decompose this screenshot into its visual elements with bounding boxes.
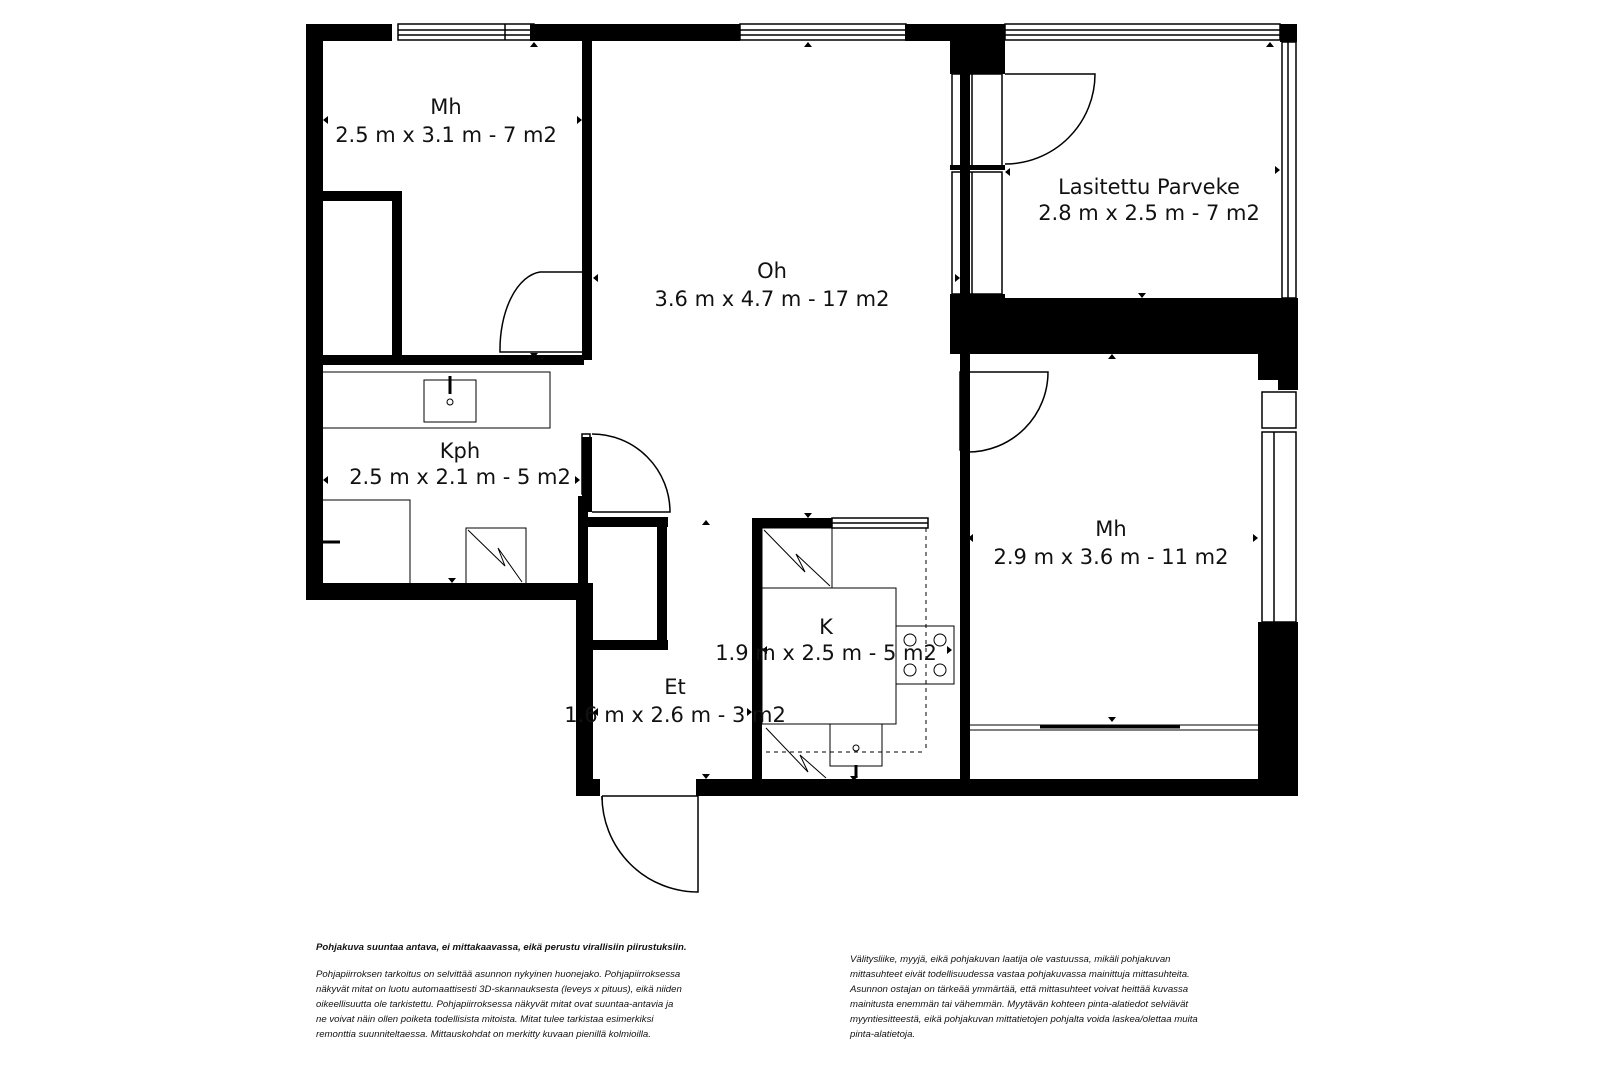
measurement-markers (323, 42, 1280, 781)
room-dims-parveke: 2.8 m x 2.5 m - 7 m2 (1038, 201, 1260, 225)
disclaimer-left-line: oikeellisuutta ole tarkistettu. Pohjapiirroksessa näkyvät mitat ovat suuntaa-antavia ja (316, 999, 674, 1010)
room-name-oh: Oh (757, 259, 787, 283)
room-dims-et: 1.6 m x 2.6 m - 3 m2 (564, 703, 786, 727)
room-name-mh1: Mh (430, 95, 462, 119)
disclaimer-left (316, 967, 682, 1042)
disclaimer-right-line: Välitysliike, myyjä, eikä pohjakuvan laatija ole vastuussa, mikäli pohjakuvan (850, 954, 1171, 965)
disclaimer-right-line: myyntiesitteestä, eikä pohjakuvan mittatietojen pohjalta voida laskea/olettaa muita (850, 1014, 1198, 1025)
disclaimer-right-line: Asunnon ostajan on tärkeää ymmärtää, että mittasuhteet voivat heittää kuvassa (850, 984, 1189, 995)
disclaimer-left-line: remonttia suunniteltaessa. Mittauskohdat on merkitty kuvaan pienillä kolmioilla. (316, 1029, 651, 1040)
room-dims-kph: 2.5 m x 2.1 m - 5 m2 (349, 465, 571, 489)
disclaimer-right (850, 952, 1198, 1042)
room-dims-mh2: 2.9 m x 3.6 m - 11 m2 (993, 545, 1229, 569)
room-name-mh2: Mh (1095, 517, 1127, 541)
room-name-k: K (819, 615, 833, 639)
disclaimer-heading: Pohjakuva suuntaa antava, ei mittakaavassa, eikä perustu virallisiin piirustuksiin. (316, 942, 687, 953)
room-name-et: Et (664, 675, 686, 699)
disclaimer-right-line: mainitusta enemmän tai vähemmän. Myytävän kohteen pinta-alatiedot selviävät (850, 999, 1189, 1010)
room-name-kph: Kph (439, 439, 481, 463)
disclaimer-left-line: näkyvät mitat on luotu automaattisesti 3D-skannauksesta (leveys x pituus), eikä niiden (316, 984, 682, 995)
fixtures (322, 372, 1258, 778)
disclaimer-left-line: ne voivat näin ollen poiketa todellisista mitoista. Mitat tulee tarkistaa esimerkiksi (316, 1014, 654, 1025)
room-name-parveke: Lasitettu Parveke (1058, 175, 1240, 199)
room-dims-k: 1.9 m x 2.5 m - 5 m2 (715, 641, 937, 665)
disclaimer-left-line: Pohjapiirroksen tarkoitus on selvittää asunnon nykyinen huonejako. Pohjapiirroksessa (316, 969, 681, 980)
room-labels (335, 95, 1260, 727)
disclaimer-right-line: pinta-alatietoja. (850, 1029, 916, 1040)
room-dims-oh: 3.6 m x 4.7 m - 17 m2 (654, 287, 890, 311)
disclaimer-right-line: mittasuhteet eivät todellisuudessa vastaa pohjakuvassa mainittuja mittasuhteita. (850, 969, 1190, 980)
room-dims-mh1: 2.5 m x 3.1 m - 7 m2 (335, 123, 557, 147)
